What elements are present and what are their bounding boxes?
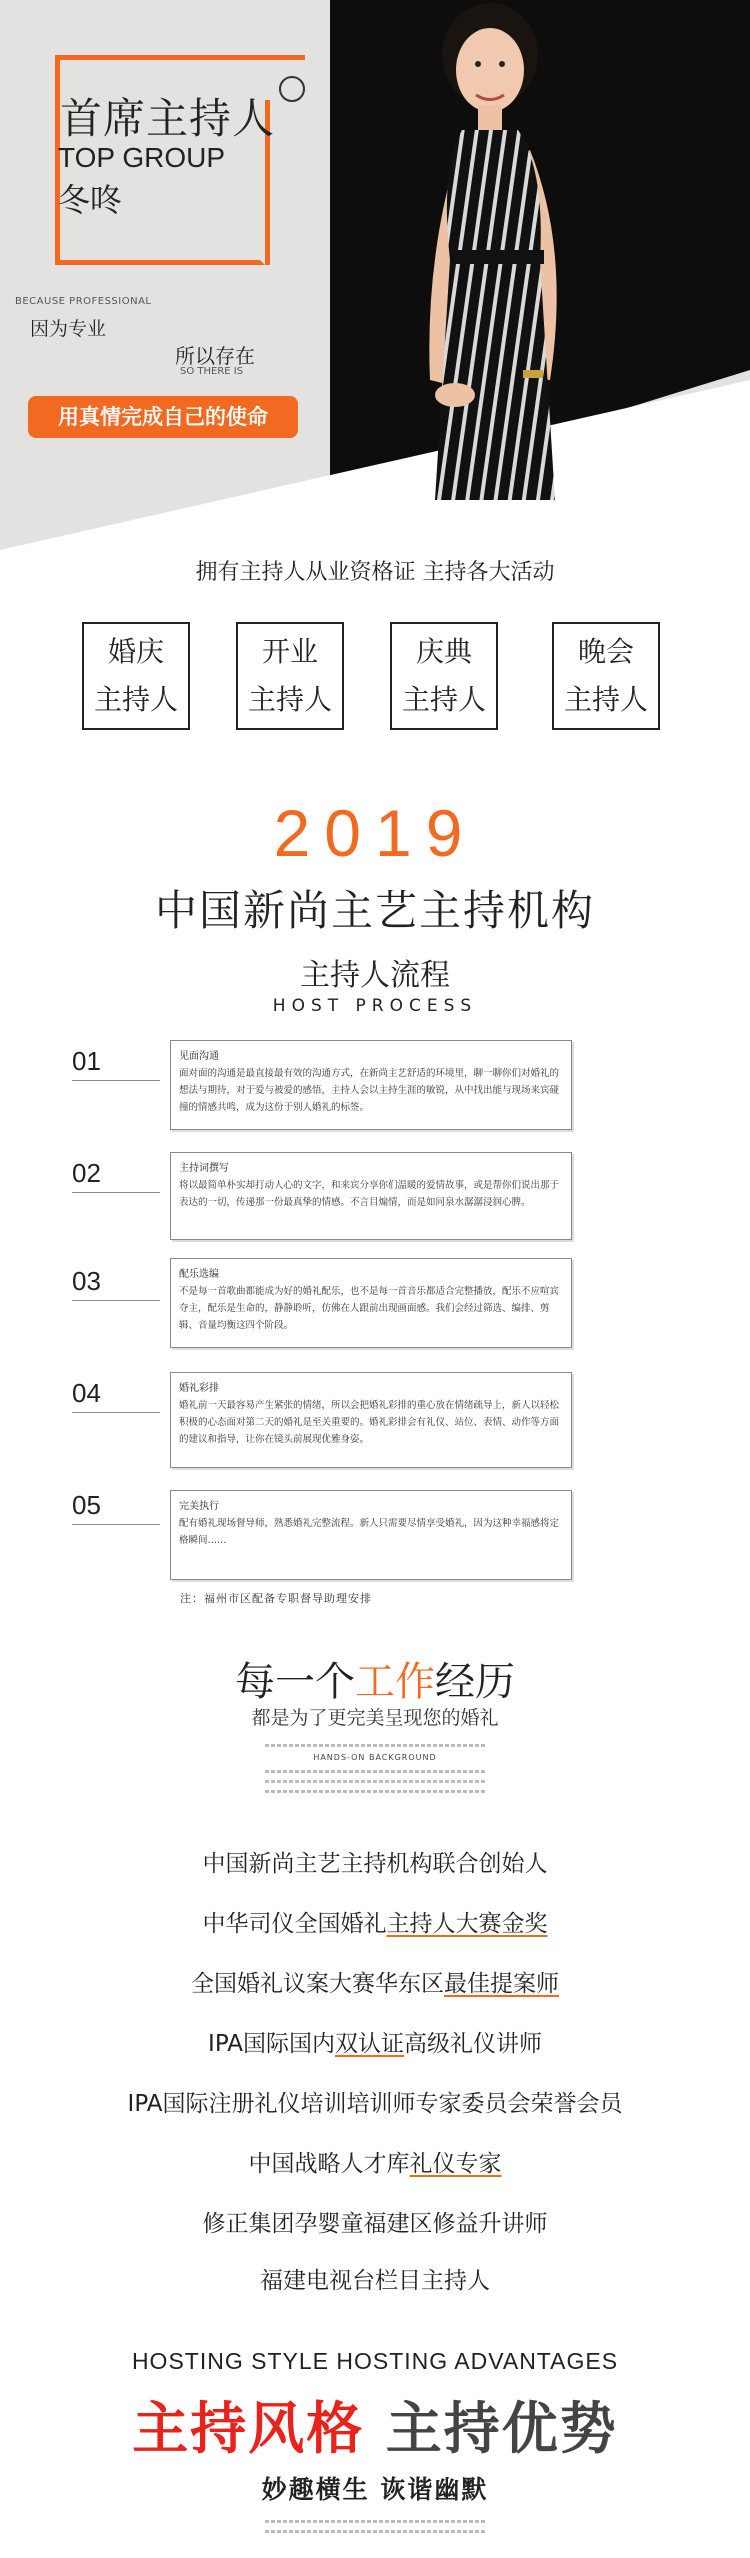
step-title: 主持词撰写 bbox=[179, 1163, 229, 1174]
category-celebration bbox=[390, 622, 498, 730]
step-number: 01 bbox=[72, 1046, 101, 1076]
host-name: 冬咚 bbox=[58, 181, 123, 219]
step-box bbox=[170, 1490, 572, 1580]
experience-title bbox=[0, 1650, 750, 1707]
process-note: 注：福州市区配备专职督导助理安排 bbox=[180, 1592, 372, 1605]
decorative-fine-text bbox=[265, 1780, 485, 1783]
step-box bbox=[170, 1258, 572, 1348]
decorative-fine-text bbox=[265, 2520, 485, 2523]
category-wedding bbox=[82, 622, 190, 730]
step-title: 见面沟通 bbox=[179, 1051, 219, 1062]
category-label: 主持人 bbox=[93, 683, 178, 716]
because-en: BECAUSE PROFESSIONAL bbox=[15, 296, 152, 307]
category-label: 主持人 bbox=[401, 683, 486, 716]
because-cn: 因为专业 bbox=[30, 318, 107, 340]
step-divider bbox=[72, 1192, 160, 1193]
experience-title-en: HANDS-ON BACKGROUND bbox=[313, 1753, 437, 1762]
step-number: 05 bbox=[72, 1490, 101, 1520]
category-label: 主持人 bbox=[247, 683, 332, 716]
step-text: 面对面的沟通是最直接最有效的沟通方式，在新尚主艺舒适的环境里，聊一聊你们对婚礼的想法与期待，对于爱与被爱的感悟，主持人会以主持生涯的敏锐，从中找出能与现场来宾碰撞的情感共鸣，成为这份于别人婚礼的标签。 bbox=[179, 1068, 560, 1113]
hosting-motto: 妙趣横生 诙谐幽默 bbox=[261, 2475, 489, 2504]
mission-badge: 用真情完成自己的使命 bbox=[28, 396, 298, 438]
hero-subtitle: TOP GROUP bbox=[58, 142, 226, 173]
credential-item: 全国婚礼议案大赛华东区最佳提案师 bbox=[191, 1971, 559, 1997]
hero-banner bbox=[0, 0, 750, 560]
hosting-advantage: 主持优势 bbox=[385, 2397, 618, 2462]
process-title-en: HOST PROCESS bbox=[272, 996, 478, 1016]
host-portrait bbox=[380, 0, 640, 500]
step-divider bbox=[72, 1300, 160, 1301]
category-opening bbox=[236, 622, 344, 730]
hosting-title-en: HOSTING STYLE HOSTING ADVANTAGES bbox=[131, 2348, 619, 2374]
step-divider bbox=[72, 1412, 160, 1413]
category-label: 主持人 bbox=[563, 683, 648, 716]
ring-ornament bbox=[279, 76, 305, 102]
step-number: 04 bbox=[72, 1378, 101, 1408]
qualification-text: 拥有主持人从业资格证 主持各大活动 bbox=[195, 560, 555, 585]
step-divider bbox=[72, 1524, 160, 1525]
step-box bbox=[170, 1372, 572, 1468]
decorative-fine-text bbox=[265, 1744, 485, 1747]
step-box bbox=[170, 1040, 572, 1130]
hosting-title bbox=[0, 2385, 750, 2465]
year-heading: 2019 bbox=[273, 796, 477, 870]
decorative-fine-text bbox=[265, 1770, 485, 1773]
experience-title-b: 经历 bbox=[435, 1659, 515, 1705]
decorative-fine-text bbox=[265, 2530, 485, 2533]
category-label: 庆典 bbox=[415, 635, 472, 668]
step-box bbox=[170, 1152, 572, 1240]
decorative-fine-text bbox=[265, 1790, 485, 1793]
experience-subtitle: 都是为了更完美呈现您的婚礼 bbox=[251, 1707, 499, 1729]
category-label: 开业 bbox=[261, 635, 318, 668]
category-label: 晚会 bbox=[577, 635, 634, 668]
step-title: 婚礼彩排 bbox=[179, 1383, 219, 1394]
step-title: 完美执行 bbox=[179, 1501, 219, 1512]
step-number: 02 bbox=[72, 1158, 101, 1188]
step-title: 配乐选编 bbox=[179, 1269, 219, 1280]
credential-item: IPA国际注册礼仪培训培训师专家委员会荣誉会员 bbox=[127, 2091, 623, 2117]
step-text: 婚礼前一天最容易产生紧张的情绪，所以会把婚礼彩排的重心放在情绪疏导上，新人以轻松积极的心态面对第二天的婚礼是至关重要的。婚礼彩排会有礼仪、站位、表情、动作等方面的建议和指导，让你在镜头前展现优雅身姿。 bbox=[179, 1400, 560, 1445]
hosting-style: 主持风格 bbox=[132, 2397, 365, 2462]
credential-item: 中国新尚主艺主持机构联合创始人 bbox=[202, 1851, 548, 1877]
org-name: 中国新尚主艺主持机构 bbox=[154, 886, 595, 935]
category-gala bbox=[552, 622, 660, 730]
step-number: 03 bbox=[72, 1266, 101, 1296]
credential-item: 中华司仪全国婚礼主持人大赛金奖 bbox=[202, 1911, 548, 1937]
category-label: 婚庆 bbox=[107, 635, 164, 668]
credential-item: 福建电视台栏目主持人 bbox=[260, 2268, 490, 2294]
hero-title: 首席主持人 bbox=[60, 94, 276, 143]
experience-title-highlight: 工作 bbox=[355, 1659, 435, 1705]
credential-item: IPA国际国内双认证高级礼仪讲师 bbox=[208, 2031, 542, 2057]
so-en: SO THERE IS bbox=[180, 366, 244, 377]
experience-title-a: 每一个 bbox=[235, 1659, 355, 1705]
credential-item: 修正集团孕婴童福建区修益升讲师 bbox=[202, 2211, 548, 2237]
credential-item: 中国战略人才库礼仪专家 bbox=[248, 2151, 502, 2177]
step-text: 将以最简单朴实却打动人心的文字，和来宾分享你们温暖的爱情故事，或是帮你们说出那于表达的一切，传递那一份最真挚的情感。不言目煽情，而是如同泉水潺潺浸润心脾。 bbox=[179, 1180, 560, 1208]
so-cn: 所以存在 bbox=[175, 344, 255, 368]
step-text: 不是每一首歌曲都能成为好的婚礼配乐，也不是每一首音乐都适合完整播放，配乐不应喧宾夺主，配乐是生命的，静静聆听，仿佛在人跟前出现画面感。我们会经过筛选、编排、剪辑、音量均衡这四个阶段。 bbox=[179, 1286, 560, 1331]
step-divider bbox=[72, 1080, 160, 1081]
process-title: 主持人流程 bbox=[300, 958, 450, 993]
step-text: 配有婚礼现场督导师，熟悉婚礼完整流程。新人只需要尽情享受婚礼，因为这种幸福感将定格瞬间…… bbox=[179, 1518, 560, 1546]
